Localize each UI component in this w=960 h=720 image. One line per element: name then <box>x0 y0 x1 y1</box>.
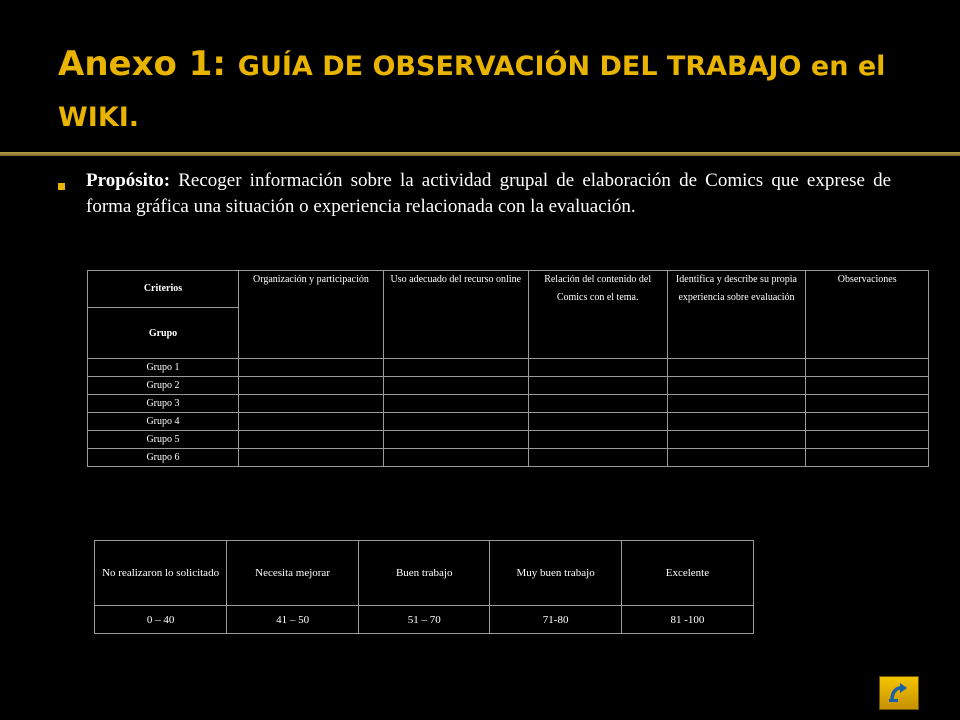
table-cell <box>528 359 667 377</box>
table-cell <box>238 359 383 377</box>
table-cell <box>667 359 806 377</box>
column-header: Observaciones <box>806 271 929 359</box>
scale-range: 81 -100 <box>621 606 753 634</box>
table-row <box>88 377 929 395</box>
table-cell <box>806 413 929 431</box>
criteria-header: Criterios <box>88 271 239 308</box>
table-cell <box>667 395 806 413</box>
observation-table <box>87 270 929 467</box>
purpose-text: Recoger información sobre la actividad grupal de elaboración de Comics que exprese de forma gráfica una situación o experiencia relacionada con la evaluación. <box>86 170 891 217</box>
scale-header: Necesita mejorar <box>227 541 359 606</box>
table-cell <box>806 359 929 377</box>
column-header: Uso adecuado del recurso online <box>383 271 528 359</box>
table-cell <box>383 359 528 377</box>
column-header: Organización y participación <box>238 271 383 359</box>
table-cell <box>528 449 667 467</box>
table-cell <box>806 395 929 413</box>
table-cell <box>528 377 667 395</box>
table-cell <box>238 431 383 449</box>
return-arrow-icon <box>886 681 912 705</box>
group-cell: Grupo 1 <box>88 359 239 377</box>
scale-range: 71-80 <box>490 606 621 634</box>
group-cell: Grupo 2 <box>88 377 239 395</box>
scale-range: 41 – 50 <box>227 606 359 634</box>
purpose-label: Propósito: <box>86 170 171 191</box>
column-header: Identifica y describe su propia experiencia sobre evaluación <box>667 271 806 359</box>
table-cell <box>667 377 806 395</box>
table-cell <box>667 431 806 449</box>
table-cell <box>806 377 929 395</box>
table-row <box>88 431 929 449</box>
scale-header: Muy buen trabajo <box>490 541 621 606</box>
table-cell <box>383 449 528 467</box>
table-cell <box>383 431 528 449</box>
group-cell: Grupo 4 <box>88 413 239 431</box>
table-cell <box>383 395 528 413</box>
slide-title-main: Anexo 1: <box>58 44 238 84</box>
scale-range-row <box>95 606 754 634</box>
table-cell <box>528 431 667 449</box>
scale-range: 51 – 70 <box>358 606 489 634</box>
scale-header: Excelente <box>621 541 753 606</box>
scale-header: No realizaron lo solicitado <box>95 541 227 606</box>
return-button[interactable] <box>879 676 919 710</box>
table-cell <box>238 413 383 431</box>
slide-title <box>58 40 918 142</box>
table-cell <box>806 431 929 449</box>
table-row <box>88 395 929 413</box>
bullet-square-icon <box>58 183 65 190</box>
table-cell <box>238 377 383 395</box>
scale-header: Buen trabajo <box>358 541 489 606</box>
table-row <box>88 413 929 431</box>
table-cell <box>667 449 806 467</box>
purpose-paragraph <box>86 168 891 220</box>
table-cell <box>383 377 528 395</box>
group-cell: Grupo 5 <box>88 431 239 449</box>
table-cell <box>528 395 667 413</box>
table-cell <box>238 395 383 413</box>
group-cell: Grupo 6 <box>88 449 239 467</box>
table-row <box>88 359 929 377</box>
group-header: Grupo <box>88 308 239 359</box>
slide-title-rest: GUÍA DE OBSERVACIÓN DEL TRABAJO en el WIKI. <box>58 51 886 133</box>
table-cell <box>528 413 667 431</box>
title-band <box>0 0 960 150</box>
scale-table <box>94 540 754 634</box>
scale-range: 0 – 40 <box>95 606 227 634</box>
table-row <box>88 449 929 467</box>
column-header: Relación del contenido del Comics con el tema. <box>528 271 667 359</box>
table-cell <box>806 449 929 467</box>
table-cell <box>667 413 806 431</box>
table-cell <box>383 413 528 431</box>
table-cell <box>238 449 383 467</box>
group-cell: Grupo 3 <box>88 395 239 413</box>
scale-header-row <box>95 541 754 606</box>
